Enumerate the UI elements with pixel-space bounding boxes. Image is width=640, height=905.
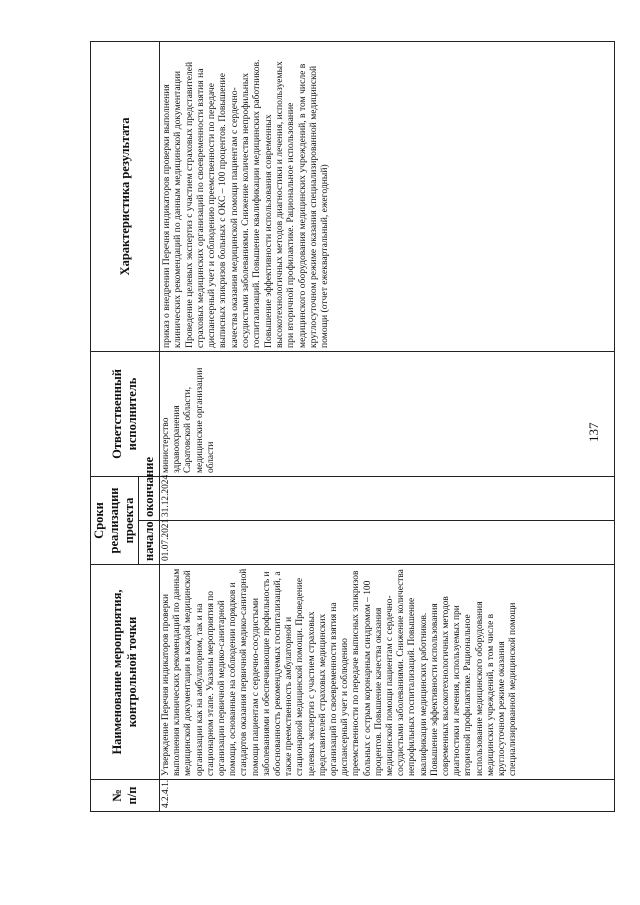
header-responsible: Ответственный исполнитель [91, 351, 160, 476]
header-num: № п/п [91, 780, 160, 812]
cell-activity [160, 565, 615, 780]
table-header-row [91, 41, 139, 811]
cell-start: 01.07.2021 [160, 521, 615, 565]
cell-num: 4.2.4.1. [160, 780, 615, 812]
header-result: Характеристика результата [91, 41, 160, 351]
rotated-table-container [90, 42, 615, 812]
header-end: окончание [139, 476, 160, 520]
activity-text: Утверждение Перечня индикаторов проверки выполнения клинических рекомендаций по данным медицинской документации в каждой медицинской организации как на амбулаторном, так и на стационарном этапе. Указаны мероприятия по организации первичной медико-санитарной помощи, основанные на соблюдении порядков и стандартов оказания первичной медико-санитарной помощи пациентам с сердечно-сосудистыми заболеваниями и обеспечивающие профильность и обоснованность рекомендуемых госпитализаций, а также преемственность амбулаторной и стационарной медицинской помощи. Проведение целевых экспертиз с участием страховых представителей страховых медицинских организаций по своевременности взятия на диспансерный учет и соблюдению преемственности по передаче выписных эпикризов больных с острым коронарным синдромом – 100 процентов. Повышение качества оказания медицинской помощи пациентам с сердечно-сосудистыми заболеваниями. Снижение количества непрофильных госпитализаций. Повышение квалификации медицинских работников. Повышение эффективности использования современных высокотехнологичных методов диагностики и лечения, используемых при вторичной профилактике. Рациональное использование медицинского оборудования медицинских учреждений, в том числе в круглосуточном режиме оказания специализированной медицинской помощи [161, 568, 519, 776]
table-row [160, 41, 615, 811]
cell-result [160, 41, 615, 351]
page-number: 137 [586, 422, 601, 442]
header-timeline: Сроки реализации проекта [91, 476, 139, 564]
result-text: приказ о внедрении Перечня индикаторов проверки выполнения клинических рекомендаций по данным медицинской документации Проведение целевых экспертиз с участием страховых представителей страховых медицинских организаций по своевременности взятия на диспансерный учет и соблюдению преемственности по передаче выписных эпикризов больных с ОКС – 100 процентов. Повышение качества оказания медицинской помощи пациентам с сердечно-сосудистыми заболеваниями. Снижение количества непрофильных госпитализаций. Повышение квалификации медицинских работников. Повышение эффективности использования современных высокотехнологичных методов диагностики и лечения, используемых при вторичной профилактике. Рациональное использование медицинского оборудования медицинских учреждений, в том числе в круглосуточном режиме оказания специализированной медицинской помощи (отчет ежеквартальный, ежегодный) [161, 59, 331, 348]
header-activity: Наименование мероприятия, контрольной точки [91, 565, 160, 780]
plan-table [90, 41, 615, 812]
header-start: начало [139, 521, 160, 565]
cell-responsible: министерство здравоохранения Саратовской области, медицинские организации области [160, 351, 615, 476]
cell-end: 31.12.2024 [160, 476, 615, 520]
